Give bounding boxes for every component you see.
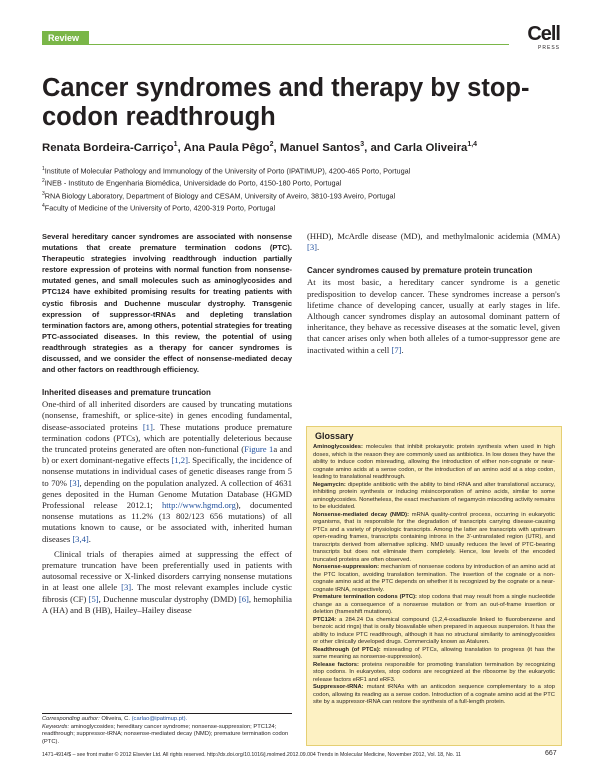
citation-link[interactable]: [6] xyxy=(238,593,249,604)
author-affiliation-mark: 1 xyxy=(173,141,178,148)
citation-link[interactable]: [1] xyxy=(142,421,153,432)
paragraph xyxy=(307,231,560,253)
left-column xyxy=(42,231,292,616)
affiliation-text: INEB - Instituto de Engenharia Biomédica, Universidade do Porto, 4150-180 Porto, Portugal xyxy=(44,178,342,188)
glossary-entry xyxy=(313,662,555,685)
citation-link[interactable]: [3] xyxy=(69,477,80,488)
affiliation-text: Faculty of Medicine of the University of Porto, 4200-319 Porto, Portugal xyxy=(44,203,276,213)
glossary-entry xyxy=(313,564,555,594)
affiliation xyxy=(42,189,562,201)
section-label: Review xyxy=(42,31,89,45)
text-run: . xyxy=(317,242,320,253)
glossary-definition: dipeptide antibiotic with the ability to bind rRNA and alter translational accuracy, inhibiting protein synthesis or inducing misincorporation of amino acids, similar to some aminoglycosides. Nonetheless, the exact mechanism of negamycin miscoding activity remains to be elucidated. xyxy=(313,481,555,510)
page-number: 667 xyxy=(545,750,557,757)
publisher-logo-word: PRESS xyxy=(538,45,560,51)
text-run: ), documented nonsense mutations as 11.2% (13 802/123 656 mutations) of all mutations known to cause, or be associated with, inherited human diseases xyxy=(42,500,292,544)
text-run: . Specifically, the incidence of nonsense mutations in individual cases of genetic diseases range from 5 to 70% xyxy=(42,455,292,488)
affiliation-number: 3 xyxy=(42,190,45,197)
citation-link[interactable]: [1,2] xyxy=(171,455,188,466)
text-run: a and b) or exert dominant-negative effects xyxy=(42,444,292,466)
author-list xyxy=(42,141,562,154)
journal-logo-word: Cell xyxy=(527,23,560,45)
glossary-term: Release factors: xyxy=(313,661,359,668)
glossary-term: Aminoglycosides: xyxy=(313,444,363,450)
glossary-definition: mechanism of nonsense codons by introduction of an amino acid at the PTC location, avoiding translation termination. The insertion of the cognate or a non-cognate amino acid at the PTC depends on whether it is recognized by the cognate or a near-cognate tRNA, respectively. xyxy=(313,564,555,593)
author-name: Manuel Santos xyxy=(279,141,361,154)
corresponding-name: Oliveira, C. xyxy=(101,716,130,722)
glossary-definition: proteins responsible for promoting translation termination by recognizing stop codons. In eukaryotes, stop codons are recognized at the ribosome by the eukaryotic release factors eRF1 and eRF3. xyxy=(313,661,555,683)
keywords-text: aminoglycosides; hereditary cancer syndrome; nonsense-suppression; PTC124; readthrough; suppressor-tRNA; nonsense-mediated decay (NMD); premature termination codon (PTC). xyxy=(42,723,289,745)
glossary-definition: misreading of PTCs, allowing translation to progress (it has the same meaning as nonsense-suppression). xyxy=(313,646,555,660)
right-column xyxy=(307,231,560,356)
glossary-entry xyxy=(313,444,555,482)
glossary-entry xyxy=(313,594,555,617)
glossary-entry xyxy=(313,482,555,512)
glossary-title: Glossary xyxy=(315,431,354,441)
citation-link[interactable]: [3] xyxy=(307,242,318,253)
article-title: Cancer syndromes and therapy by stop-codon readthrough xyxy=(42,74,530,131)
citation-link[interactable]: [3] xyxy=(121,582,132,593)
glossary-definition: a 284.24 Da chemical compound (1,2,4-oxadiazole linked to fluorobenzene and benzoic acid rings) that is orally bioavailable when prepared in aqueous suspension. It has the ability to induce PTC readthrough, although it has no structural similarity to aminoglycosides or other clinically developed drugs. Commercially known as Ataluren. xyxy=(313,616,555,645)
citation-link[interactable]: [3,4] xyxy=(72,533,89,544)
glossary-entry xyxy=(313,617,555,647)
keywords-label: Keywords: xyxy=(42,723,70,730)
glossary-term: Readthrough (of PTCs): xyxy=(313,646,381,653)
author-name: Renata Bordeira-Carriço xyxy=(42,141,174,154)
affiliation xyxy=(42,164,562,176)
text-run: . xyxy=(88,533,91,544)
section-heading: Cancer syndromes caused by premature protein truncation xyxy=(307,266,533,276)
affiliation-text: RNA Biology Laboratory, Department of Biology and CESAM, University of Aveiro, 3810-193 Aveiro, Portugal xyxy=(44,191,396,201)
keywords-note xyxy=(42,724,294,747)
text-run: . These mutations produce premature termination codons (PTCs), which are potentially deleterious because the truncated proteins generated are often non-functional ( xyxy=(42,421,293,455)
text-run: , hemophilia A (HA) and B (HB), Hailey–Hailey disease xyxy=(42,593,292,615)
page-footer: 1471-4914/$ – see front matter © 2012 Elsevier Ltd. All rights reserved. http://dx.doi.org/10.1016/j.molmed.2012.09.004 Trends in Molecular Medicine, November 2012, Vol. 18, No. 11 xyxy=(42,752,461,758)
affiliation-number: 4 xyxy=(42,203,45,210)
text-run: . xyxy=(401,344,404,355)
paragraph xyxy=(42,549,292,616)
glossary-definition: stop codons that may result from a single nucleotide change as a consequence of a nonsense mutation or from an out-of-frame insertion or deletion (frameshift mutations). xyxy=(313,594,555,615)
glossary-entry xyxy=(313,512,555,565)
glossary-entry xyxy=(313,684,555,707)
glossary-term: Nonsense-suppression: xyxy=(313,564,380,570)
author-name: Carla Oliveira xyxy=(393,141,468,154)
affiliation-number: 2 xyxy=(42,178,45,185)
hgmd-url-link[interactable]: http://www.hgmd.org xyxy=(162,500,236,511)
paragraph xyxy=(307,277,560,355)
citation-link[interactable]: [5] xyxy=(88,593,99,604)
affiliation-text: Institute of Molecular Pathology and Immunology of the University of Porto (IPATIMUP), 4200-465 Porto, Portugal xyxy=(44,166,411,176)
text-run: One-third of all inherited disorders are caused by truncating mutations (nonsense, frameshift, or splice-site) in genes encoding fundamental, disease-associated proteins xyxy=(42,399,292,432)
affiliation xyxy=(42,176,562,188)
glossary-term: PTC124: xyxy=(313,616,337,623)
citation-link[interactable]: [7] xyxy=(391,344,402,355)
section-heading: Inherited diseases and premature truncation xyxy=(42,388,211,398)
author-affiliation-mark: 2 xyxy=(269,141,274,148)
text-run: Clinical trials of therapies aimed at suppressing the effect of premature truncation have been preferentially used in patients with autosomal recessive or X-linked disorders carrying nonsense mutations in at least one allele xyxy=(42,548,292,593)
figure-link[interactable]: Figure 1 xyxy=(244,444,274,455)
text-run: (HHD), McArdle disease (MD), and methylmalonic acidemia (MMA) xyxy=(307,231,560,241)
author-separator: , xyxy=(177,141,184,154)
footnote-rule xyxy=(42,713,292,714)
glossary-term: Premature termination codons (PTC): xyxy=(313,594,417,600)
footnotes xyxy=(42,716,294,746)
affiliation xyxy=(42,201,562,213)
header-rule xyxy=(89,44,509,45)
glossary-entry xyxy=(313,647,555,662)
affiliations xyxy=(42,164,562,214)
glossary-term: Nonsense-mediated decay (NMD): xyxy=(313,511,409,518)
abstract: Several hereditary cancer syndromes are associated with nonsense mutations that create premature termination codons (PTC). Therapeutic strategies involving readthrough induction partially restore expression of proteins with normal function from nonsense-mutated genes, and small molecules such as aminoglycosides and PTC124 have exhibited promising results for treating patients with cystic fibrosis and Duchenne muscular dystrophy. Transgenic expression of suppressor-tRNAs and depleting translation termination factors are, among others, potential strategies for treating PTC-associated diseases. In this review, the potential of using readthrough strategies as a therapy for cancer syndromes is discussed, and we consider the effect of nonsense-mediated decay and other factors on readthrough efficiency. xyxy=(42,232,292,375)
text-run: At its most basic, a hereditary cancer syndrome is a genetic predisposition to develop cancer. These syndromes increase a person's lifetime chance of developing cancer, usually at early stages in life. Although cancer syndromes display an autosomal dominant pattern of inheritance, they behave as recessive diseases at the somatic level, given that cancer arises only when both alleles of a tumor-suppressor gene are inactivated within a cell xyxy=(307,277,560,355)
author-separator: , and xyxy=(364,141,394,154)
author-separator: , xyxy=(273,141,280,154)
corresponding-author-note xyxy=(42,716,294,724)
journal-logo xyxy=(520,24,560,51)
affiliation-number: 1 xyxy=(42,166,45,172)
corresponding-label: Corresponding author: xyxy=(42,716,100,722)
glossary-definition: molecules that inhibit prokaryotic protein synthesis when used in high doses, which is the reason they are commonly used as antibiotics. In low doses they have the ability to induce codon misreading, allowing the introduction of either non-cognate or near-cognate amino acids at a sense codon, or the introduction of an amino acid at a stop codon, leading to translational readthrough. xyxy=(313,444,555,480)
glossary-definition: mRNA quality-control process, occurring in eukaryotic organisms, that is responsible for the degradation of transcripts carrying disease-causing PTCs and a variety of physiologic transcripts. Among the latter are transcripts with upstream open-reading frames, transcripts containing introns in the 3′-untranslated region (UTR), and transcripts derived from alternative splicing. NMD usually reduces the level of PTC-bearing transcripts but does not eliminate them completely. Hence, low levels of the encoded truncated proteins are often observed. xyxy=(313,511,555,563)
glossary-term: Negamycin: xyxy=(313,481,346,488)
author-affiliation-mark: 1,4 xyxy=(467,141,478,148)
corresponding-email-link[interactable]: (carlao@ipatimup.pt). xyxy=(131,716,188,722)
text-run: , depending on the population analyzed. A collection of 4631 genes deposited in the Human Genome Mutation Database (HGMD Professional release 2012.1; xyxy=(42,477,292,511)
glossary-box xyxy=(306,426,562,746)
text-run: . The most relevant examples include cystic fibrosis (CF) xyxy=(42,582,292,604)
glossary-definition: mutant tRNAs with an anticodon sequence complementary to a stop codon, allowing its reading as a sense codon. Introduction of a cognate amino acid at the PTC site by a suppressor-tRNA can restore the synthesis of a full-length protein. xyxy=(313,684,555,705)
author-affiliation-mark: 3 xyxy=(360,141,365,148)
glossary-term: Suppressor-tRNA: xyxy=(313,684,364,690)
text-run: , Duchenne muscular dystrophy (DMD) xyxy=(98,593,239,604)
paragraph xyxy=(42,399,292,545)
author-name: Ana Paula Pêgo xyxy=(183,141,270,154)
